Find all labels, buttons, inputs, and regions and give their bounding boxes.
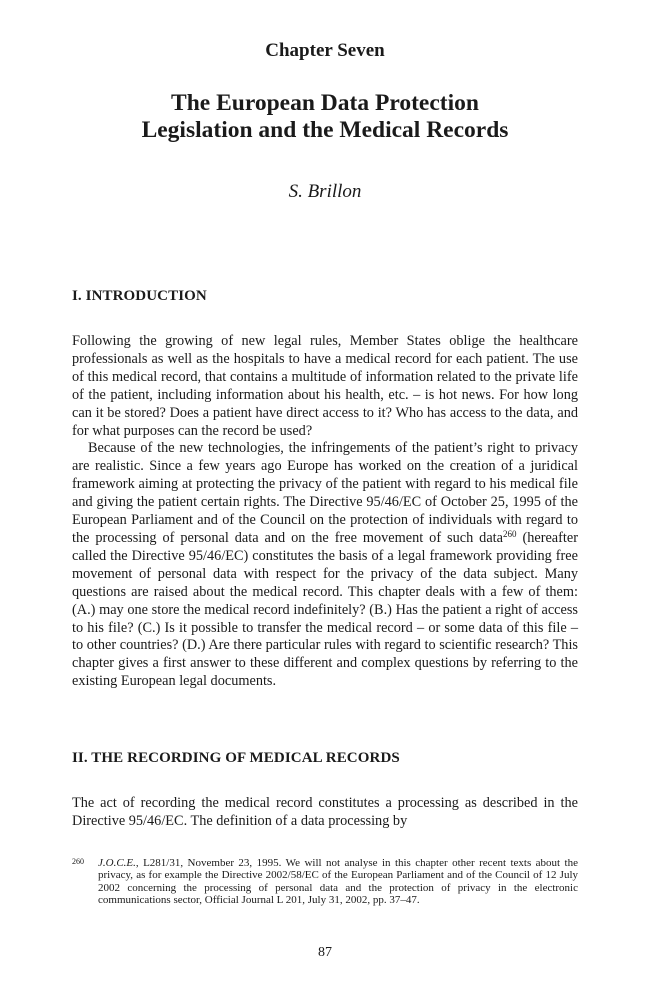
footnote-body: , L281/31, November 23, 1995. We will not analyse in this chapter other recent texts about the privacy, as for example the Directive 2002/58/EC of the European Parliament and of the Council of 12 July 2002 concerning the processing of personal data and the protection of privacy in the electronic communications sector, Official Journal L 201, July 31, 2002, pp. 37–47. bbox=[98, 857, 578, 907]
footnote-260 bbox=[72, 857, 578, 907]
footnote-source: J.O.C.E. bbox=[98, 857, 136, 869]
page-number: 87 bbox=[318, 945, 332, 960]
paragraph-2-text-start: Because of the new technologies, the infringements of the patient’s right to privacy are realistic. Since a few years ago Europe has worked on the creation of a juridical framework aiming at protecting the privacy of the patient with regard to his medical file and giving the patient certain rights. The Directive 95/46/EC of October 25, 1995 of the European Parliament and of the Council on the protection of individuals with regard to the processing of personal data and on the free movement of such data bbox=[72, 440, 578, 546]
chapter-title bbox=[60, 90, 590, 144]
footnote-text bbox=[98, 857, 578, 907]
introduction-paragraph-2 bbox=[72, 440, 578, 691]
recording-body bbox=[72, 795, 578, 831]
chapter-author: S. Brillon bbox=[288, 181, 362, 202]
section-heading-introduction: I. INTRODUCTION bbox=[72, 288, 207, 304]
introduction-body bbox=[72, 333, 578, 691]
section-heading-recording: II. THE RECORDING OF MEDICAL RECORDS bbox=[72, 750, 400, 766]
chapter-title-line-1: The European Data Protection bbox=[171, 90, 479, 116]
chapter-label: Chapter Seven bbox=[265, 40, 385, 61]
chapter-title-line-2: Legislation and the Medical Records bbox=[141, 117, 509, 143]
introduction-paragraph-1: Following the growing of new legal rules, Member States oblige the healthcare professionals as well as the hospitals to have a medical record for each patient. The use of this medical record, that contains a multitude of information related to the private life of the patient, including information about his health, etc. – is hot news. For how long can it be stored? Does a patient have direct access to it? Who has access to the data, and for what purposes can the record be used? bbox=[72, 333, 578, 439]
recording-paragraph-1: The act of recording the medical record constitutes a processing as described in the Directive 95/46/EC. The definition of a data processing by bbox=[72, 795, 578, 829]
paragraph-2-text-end: (hereafter called the Directive 95/46/EC) constitutes the basis of a legal framework providing free movement of personal data with respect for the privacy of the data subject. Many questions are raised about the medical record. This chapter deals with a few of them: (A.) may one store the medical record indefinitely? (B.) Has the patient a right of access to his file? (C.) Is it possible to transfer the medical record – or some data of this file – to other countries? (D.) Are there particular rules with regard to scientific research? This chapter gives a first answer to these different and complex questions by referring to the existing European legal documents. bbox=[72, 529, 578, 690]
footnote-number: 260 bbox=[72, 857, 84, 866]
footnote-reference-260[interactable]: 260 bbox=[503, 528, 517, 539]
